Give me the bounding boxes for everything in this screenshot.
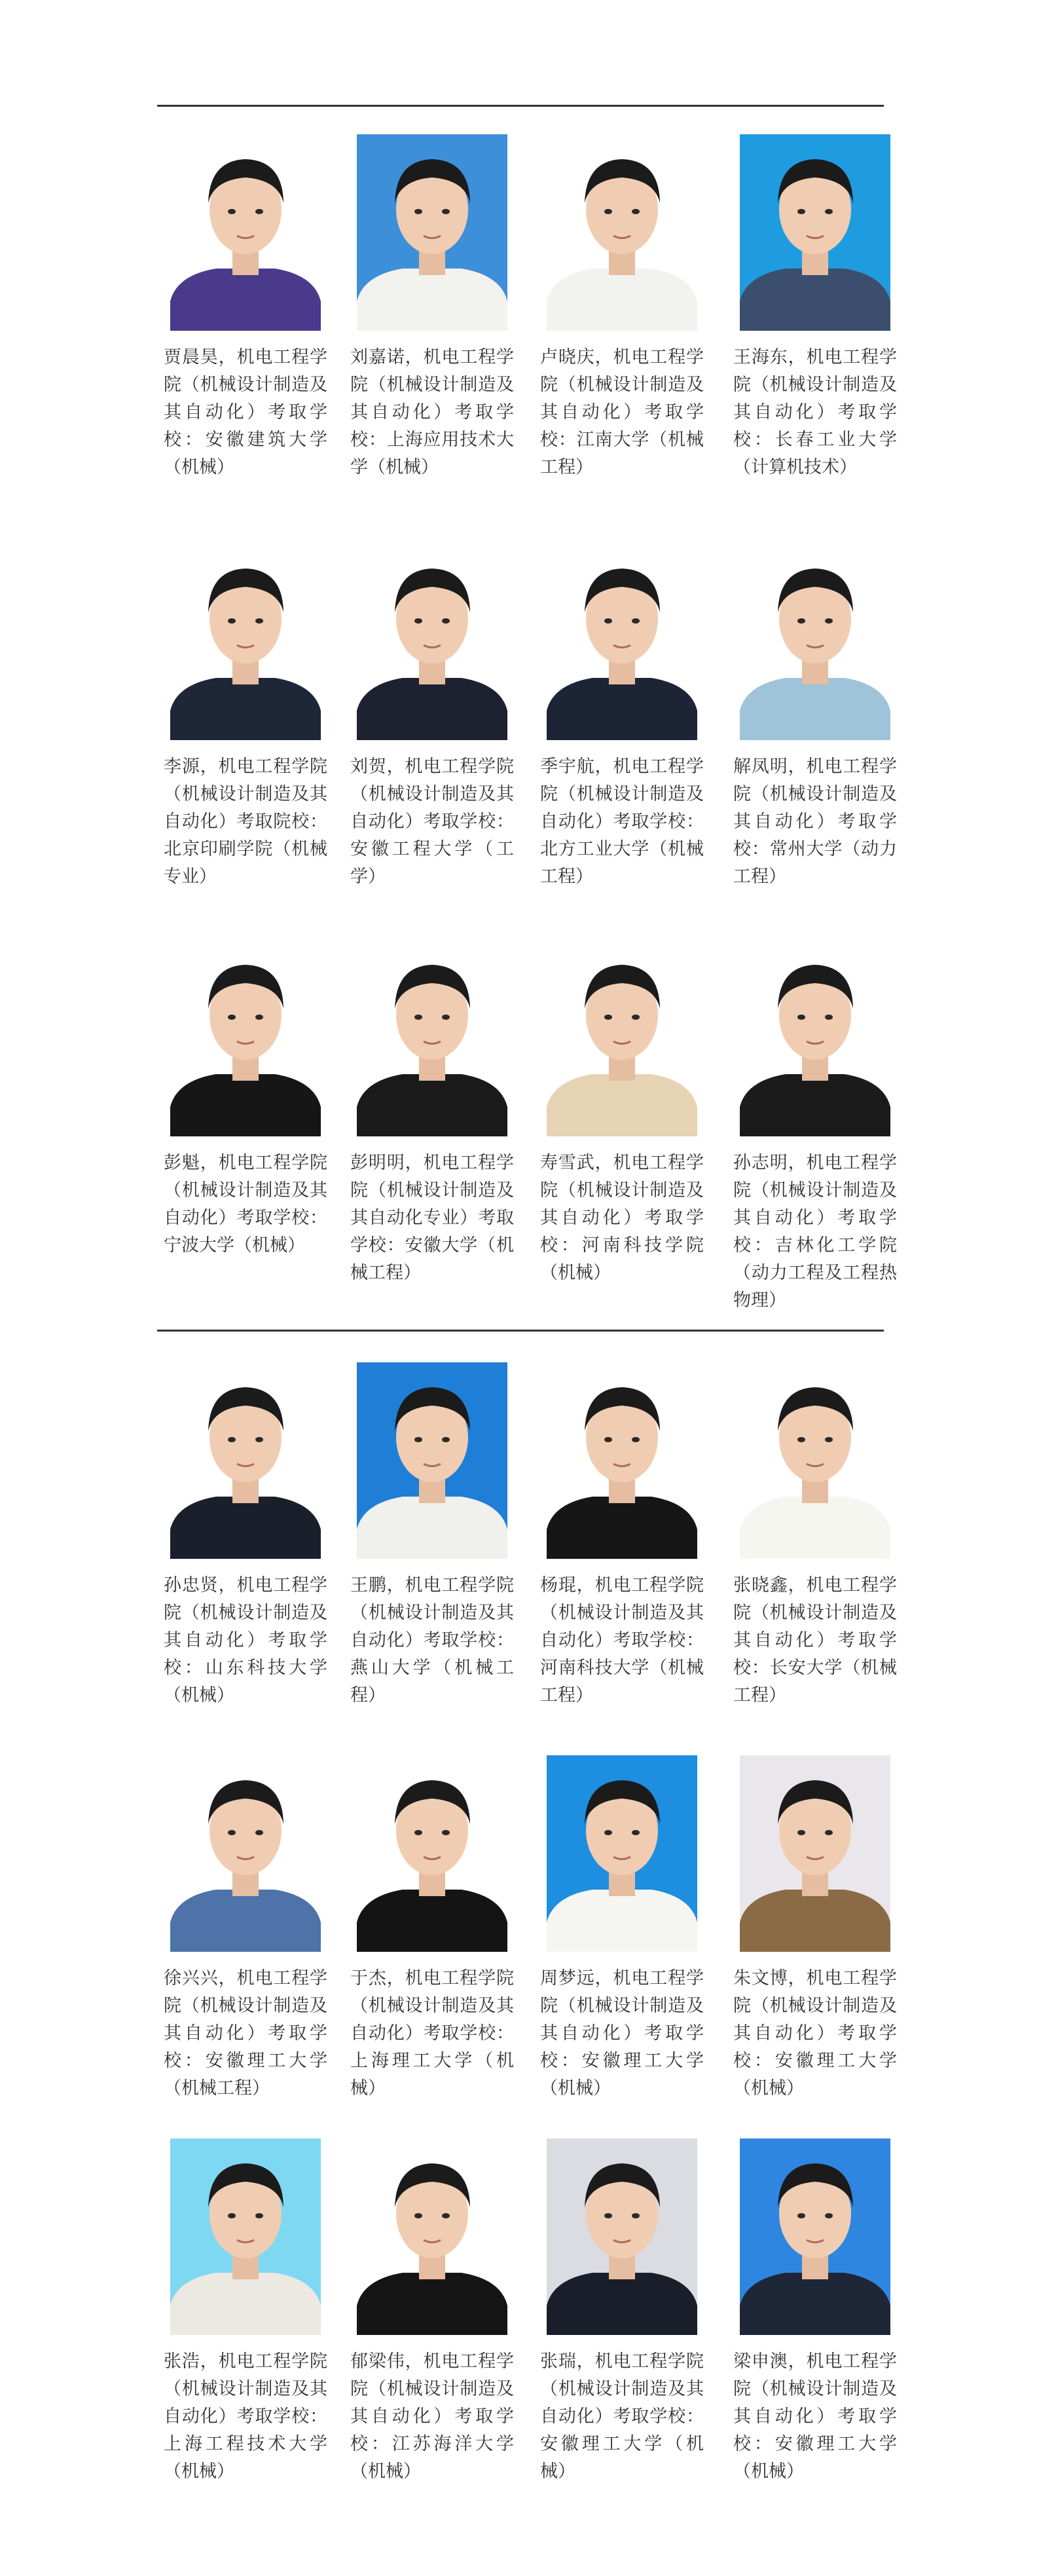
student-photo — [170, 2138, 321, 2335]
student-photo — [547, 1362, 697, 1559]
student-caption: 李源，机电工程学院（机械设计制造及其自动化）考取院校：北京印刷学院（机械专业） — [164, 756, 327, 887]
student-photo — [357, 544, 507, 740]
student-photo — [547, 134, 697, 331]
student-caption: 寿雪武，机电工程学院（机械设计制造及其自动化）考取学校：河南科技学院（机械） — [540, 1153, 704, 1283]
student-photo — [170, 1755, 321, 1952]
student-caption: 刘贺，机电工程学院（机械设计制造及其自动化）考取学校：安徽工程大学（工学） — [350, 756, 514, 887]
student-caption: 解凤明，机电工程学院（机械设计制造及其自动化）考取学校：常州大学（动力工程） — [733, 756, 897, 887]
divider-top — [157, 105, 884, 107]
student-photo — [170, 1362, 321, 1559]
student-caption: 贾晨昊，机电工程学院（机械设计制造及其自动化）考取学校：安徽建筑大学（机械） — [164, 347, 327, 477]
student-caption: 于杰，机电工程学院（机械设计制造及其自动化）考取学校：上海理工大学（机械） — [350, 1968, 514, 2099]
student-photo — [357, 134, 507, 331]
student-caption: 卢晓庆，机电工程学院（机械设计制造及其自动化）考取学校：江南大学（机械工程） — [540, 347, 704, 477]
student-caption: 朱文博，机电工程学院（机械设计制造及其自动化）考取学校：安徽理工大学（机械） — [733, 1968, 897, 2099]
student-photo — [170, 544, 321, 740]
student-photo — [740, 940, 890, 1136]
student-caption: 王海东，机电工程学院（机械设计制造及其自动化）考取学校：长春工业大学（计算机技术） — [733, 347, 897, 477]
student-photo — [547, 940, 697, 1136]
student-photo — [170, 940, 321, 1136]
student-photo — [547, 1755, 697, 1952]
student-photo — [740, 1362, 890, 1559]
student-caption: 刘嘉诺，机电工程学院（机械设计制造及其自动化）考取学校：上海应用技术大学（机械） — [350, 347, 514, 477]
divider-middle — [157, 1330, 884, 1332]
student-caption: 王鹏，机电工程学院（机械设计制造及其自动化）考取学校：燕山大学（机械工程） — [350, 1575, 514, 1706]
student-caption: 杨琨，机电工程学院（机械设计制造及其自动化）考取学校：河南科技大学（机械工程） — [540, 1575, 704, 1706]
student-caption: 彭魁，机电工程学院（机械设计制造及其自动化）考取学校：宁波大学（机械） — [164, 1153, 327, 1256]
student-caption: 梁申澳，机电工程学院（机械设计制造及其自动化）考取学校：安徽理工大学（机械） — [733, 2351, 897, 2482]
student-photo — [740, 1755, 890, 1952]
student-photo — [170, 134, 321, 331]
student-photo — [740, 2138, 890, 2335]
student-caption: 徐兴兴，机电工程学院（机械设计制造及其自动化）考取学校：安徽理工大学（机械工程） — [164, 1968, 327, 2099]
student-photo — [357, 2138, 507, 2335]
student-caption: 张晓鑫，机电工程学院（机械设计制造及其自动化）考取学校：长安大学（机械工程） — [733, 1575, 897, 1706]
student-photo — [357, 1362, 507, 1559]
student-caption: 彭明明，机电工程学院（机械设计制造及其自动化专业）考取学校：安徽大学（机械工程） — [350, 1153, 514, 1283]
student-photo — [740, 544, 890, 740]
student-caption: 张瑞，机电工程学院（机械设计制造及其自动化）考取学校：安徽理工大学（机械） — [540, 2351, 704, 2482]
student-caption: 周梦远，机电工程学院（机械设计制造及其自动化）考取学校：安徽理工大学（机械） — [540, 1968, 704, 2099]
student-caption: 季宇航，机电工程学院（机械设计制造及自动化）考取学校：北方工业大学（机械工程） — [540, 756, 704, 887]
student-caption: 孙志明，机电工程学院（机械设计制造及其自动化）考取学校：吉林化工学院（动力工程及工程热物理） — [733, 1153, 897, 1311]
student-photo — [547, 2138, 697, 2335]
student-caption: 孙忠贤，机电工程学院（机械设计制造及其自动化）考取学校：山东科技大学（机械） — [164, 1575, 327, 1706]
student-caption: 郁梁伟，机电工程学院（机械设计制造及其自动化）考取学校：江苏海洋大学（机械） — [350, 2351, 514, 2482]
student-photo — [740, 134, 890, 331]
student-photo — [357, 1755, 507, 1952]
student-photo — [357, 940, 507, 1136]
student-photo — [547, 544, 697, 740]
student-caption: 张浩，机电工程学院（机械设计制造及其自动化）考取学校：上海工程技术大学（机械） — [164, 2351, 327, 2482]
